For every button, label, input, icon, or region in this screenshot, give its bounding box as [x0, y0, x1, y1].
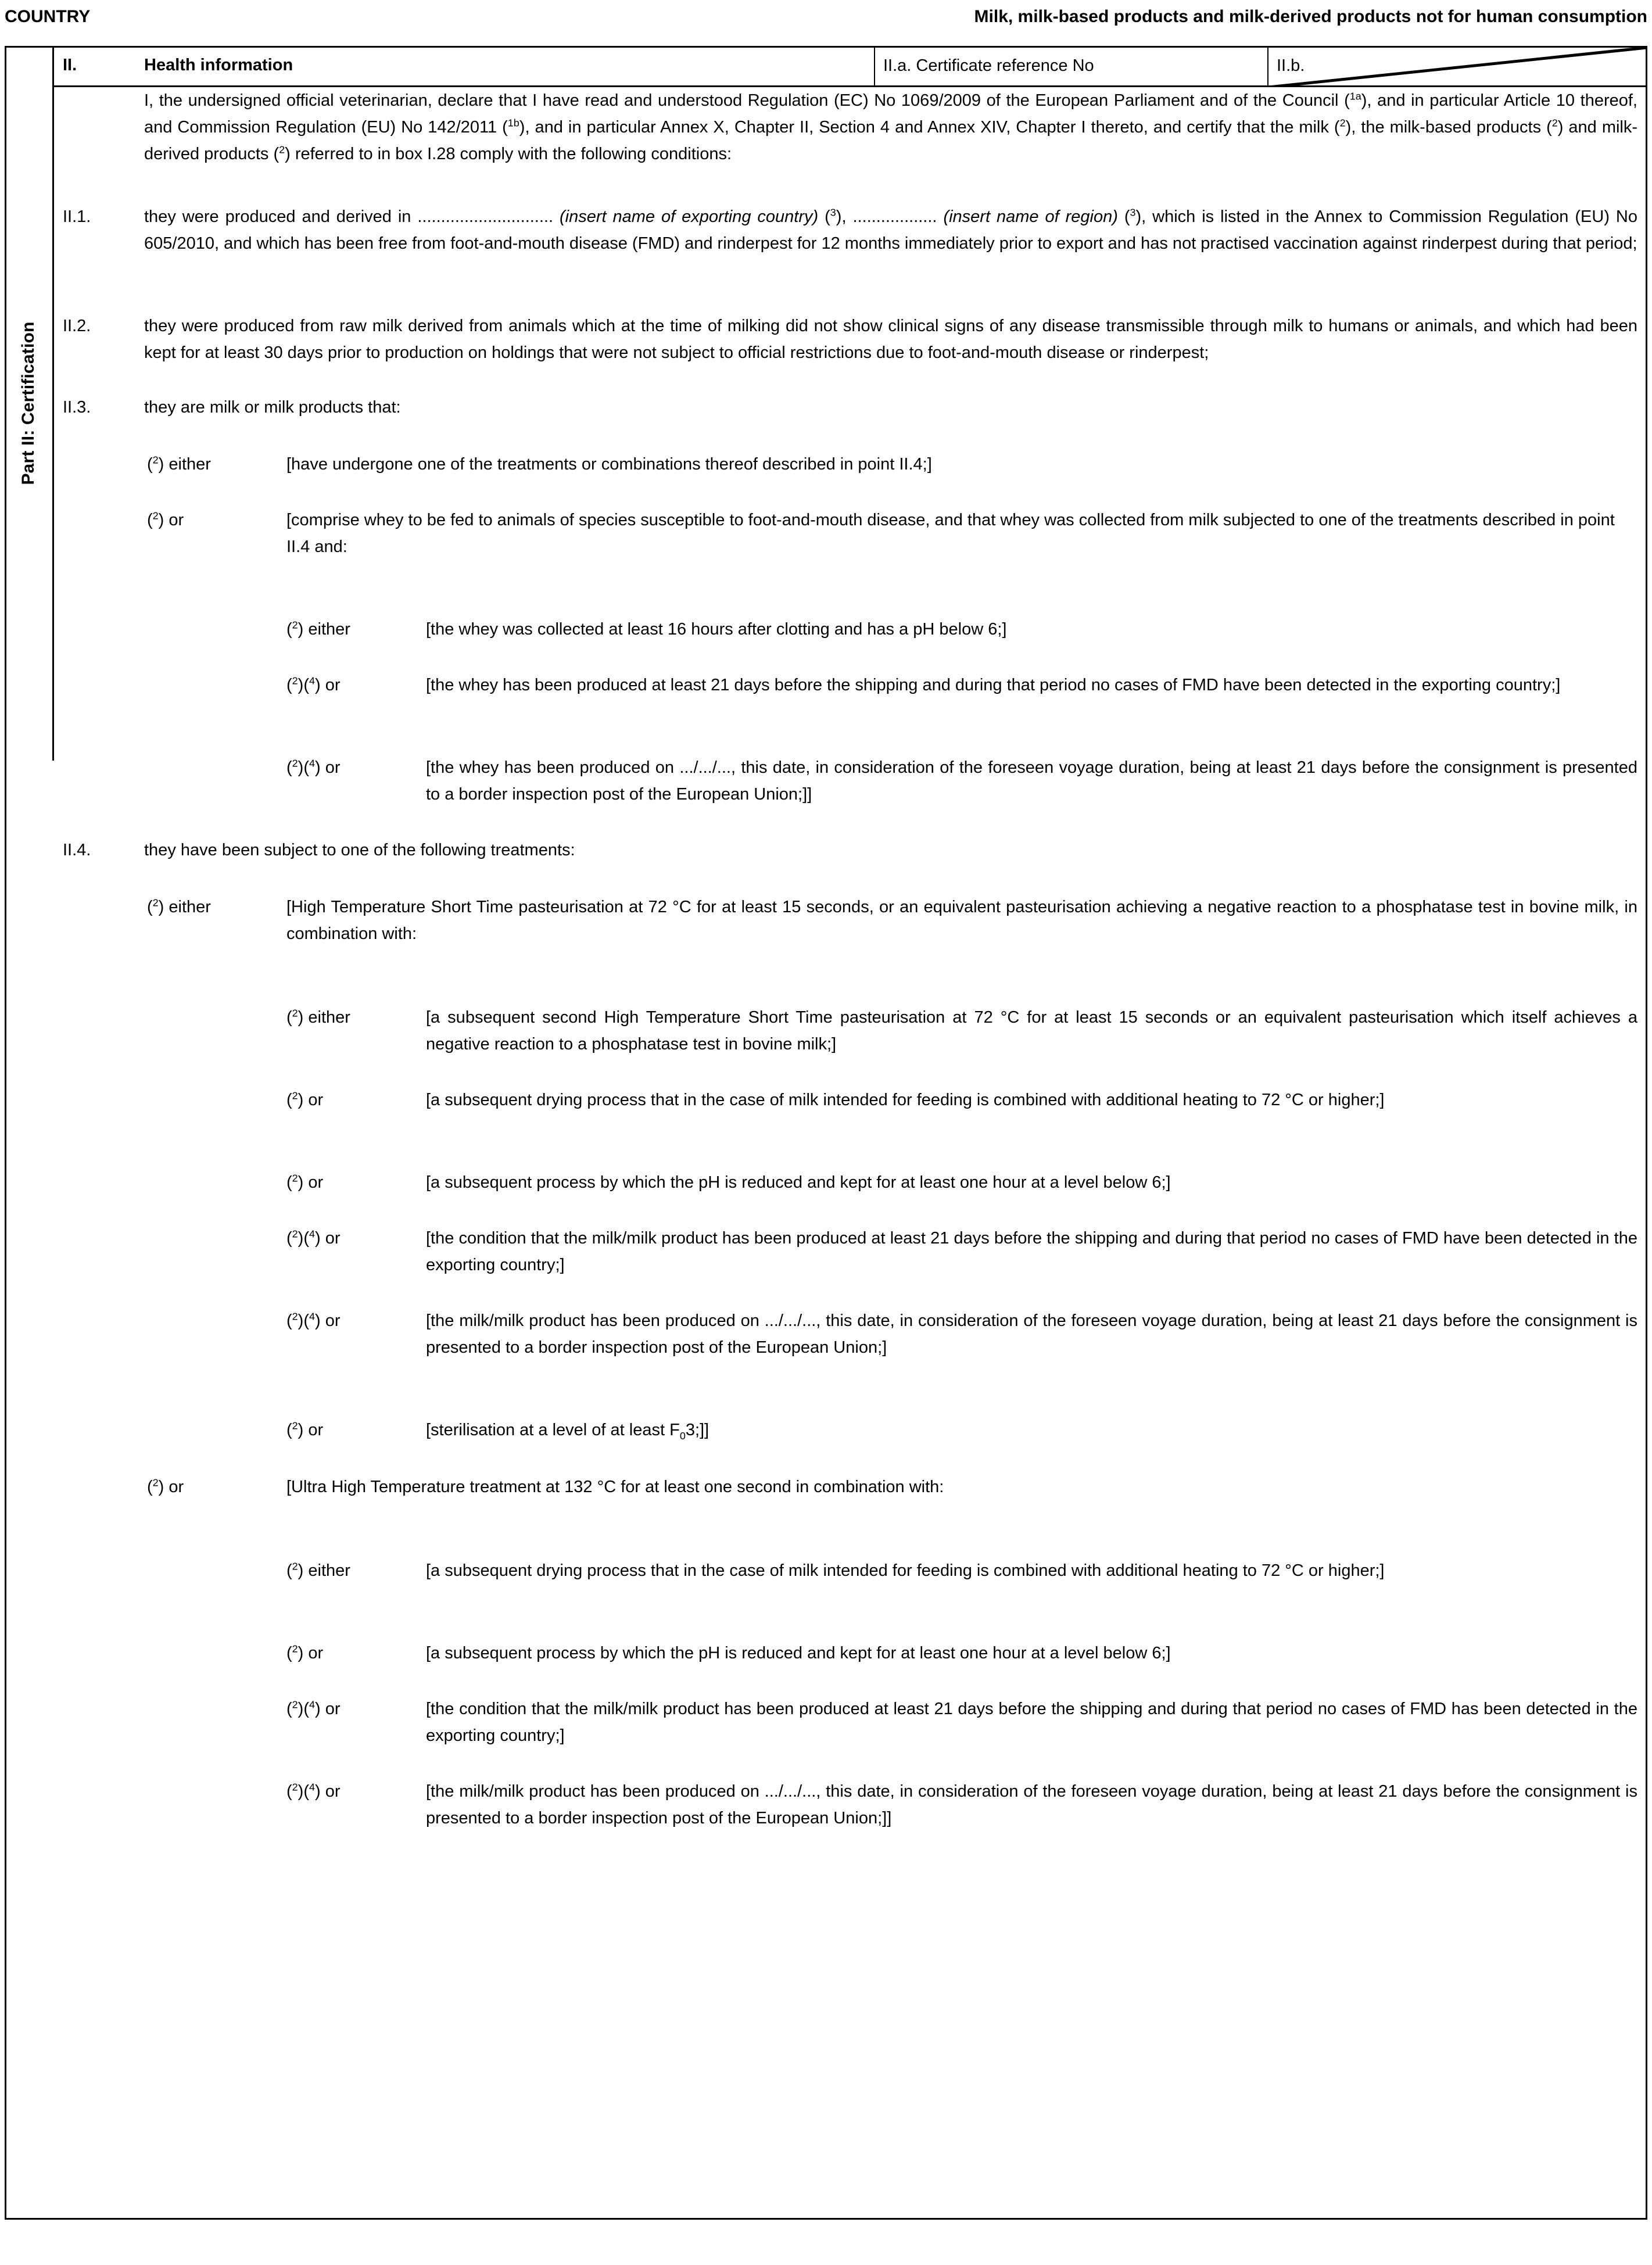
clause-marker: ($^2$) or	[147, 510, 184, 529]
clause-ii-4-either-or2	[54, 1169, 1646, 1196]
clause-ii-3-or-or2	[54, 754, 1646, 808]
clause-text: [a subsequent drying process that in the case of milk intended for feeding is combined with additional heating to 72 °C or higher;]	[426, 1091, 1385, 1109]
clause-ii-2	[54, 313, 1646, 366]
section-number: II.	[63, 56, 77, 74]
clause-ii-4-either	[54, 894, 1646, 947]
country-label: COUNTRY	[5, 7, 91, 26]
certificate-reference-cell	[874, 48, 1267, 87]
health-information-header-row	[54, 48, 1646, 87]
clause-text: [the whey has been produced on .../.../..., this date, in consideration of the foreseen voyage duration, being at least 21 days before the consignment is presented to a border inspection post of the European Union;]]	[426, 758, 1637, 804]
clause-text: [the condition that the milk/milk product has been produced at least 21 days before the shipping and during that period no cases of FMD have been detected in the exporting country;]	[426, 1229, 1637, 1274]
clause-text: [the milk/milk product has been produced on .../.../..., this date, in consideration of the foreseen voyage duration, being at least 21 days before the consignment is presented to a border inspection post of the European Union;]]	[426, 1782, 1637, 1827]
clause-text: [sterilisation at a level of at least $F_03$;]]	[426, 1421, 709, 1442]
part-ii-rail	[5, 46, 54, 761]
clause-text: [a subsequent drying process that in the case of milk intended for feeding is combined with additional heating to 72 °C or higher;]	[426, 1561, 1385, 1580]
part-ii-certification-label: Part II: Certification	[19, 321, 38, 485]
document-title: Milk, milk-based products and milk-derived products not for human consumption	[974, 7, 1647, 26]
clause-marker: ($^2$) or	[147, 1476, 184, 1496]
clause-marker: II.2.	[63, 317, 91, 335]
clause-text: [High Temperature Short Time pasteurisation at 72 °C for at least 15 seconds, or an equivalent pasteurisation achieving a negative reaction to a phosphatase test in bovine milk, in combination with:	[286, 898, 1637, 943]
clause-intro	[54, 87, 1646, 167]
clause-ii-4-or-either	[54, 1557, 1646, 1584]
iib-label: II.b.	[1277, 56, 1305, 75]
clause-marker: II.3.	[63, 398, 91, 417]
clause-ii-4-or	[54, 1474, 1646, 1500]
clause-ii-4-either-or5	[54, 1417, 1646, 1443]
clause-ii-3-or-or1	[54, 672, 1646, 698]
clause-marker: ($^2$) or	[286, 1643, 324, 1662]
certificate-frame	[5, 46, 1647, 2220]
section-title: Health information	[144, 56, 293, 74]
diagonal-strike-icon	[1268, 48, 1646, 87]
clause-text: [comprise whey to be fed to animals of species susceptible to foot-and-mouth disease, and that whey was collected from milk subjected to one of the treatments described in point II.4 and:	[286, 511, 1615, 556]
clause-marker: II.4.	[63, 841, 91, 859]
clause-ii-1	[54, 203, 1646, 257]
clause-text: [the whey has been produced at least 21 days before the shipping and during that period no cases of FMD have been detected in the exporting country;]	[426, 676, 1561, 694]
iib-cell	[1267, 48, 1646, 87]
clause-marker: ($^2$) or	[286, 1420, 324, 1439]
clause-text: they are milk or milk products that:	[144, 398, 401, 417]
clause-text: [a subsequent second High Temperature Short Time pasteurisation at 72 °C for at least 15 seconds or an equivalent pasteurisation which itself achieves a negative reaction to a phosphatase test in bovine milk;]	[426, 1008, 1637, 1053]
clause-ii-4	[54, 837, 1646, 863]
clause-ii-4-either-or4	[54, 1307, 1646, 1361]
clause-ii-4-or-or1	[54, 1640, 1646, 1667]
clause-marker: ($^2$)($^4$) or	[286, 1781, 341, 1801]
clause-ii-3-or-either	[54, 616, 1646, 643]
clause-marker: ($^2$)($^4$) or	[286, 1228, 341, 1248]
clause-text: [a subsequent process by which the pH is reduced and kept for at least one hour at a level below 6;]	[426, 1644, 1171, 1662]
clause-marker: ($^2$)($^4$) or	[286, 1698, 341, 1718]
clause-marker: II.1.	[63, 207, 91, 226]
clause-ii-4-either-or1	[54, 1087, 1646, 1113]
clause-ii-3-or	[54, 507, 1646, 560]
clause-marker: ($^2$) or	[286, 1172, 324, 1192]
clause-text: [the milk/milk product has been produced on .../.../..., this date, in consideration of the foreseen voyage duration, being at least 21 days before the consignment is presented to a border inspection post of the European Union;]	[426, 1311, 1637, 1357]
clause-marker: ($^2$)($^4$) or	[286, 1310, 341, 1330]
clause-text: [have undergone one of the treatments or combinations thereof described in point II.4;]	[286, 455, 932, 474]
clause-ii-4-or-or2	[54, 1696, 1646, 1749]
clause-marker: ($^2$) either	[286, 1560, 350, 1580]
clause-text: [Ultra High Temperature treatment at 132 °C for at least one second in combination with:	[286, 1478, 944, 1496]
clause-marker: ($^2$)($^4$) or	[286, 675, 341, 694]
clause-ii-4-either-or3	[54, 1225, 1646, 1278]
clause-text: [the condition that the milk/milk product has been produced at least 21 days before the shipping and during that period no cases of FMD has been detected in the exporting country;]	[426, 1700, 1637, 1745]
clause-marker: ($^2$) or	[286, 1090, 324, 1109]
clause-text: they were produced and derived in ............................. (insert name of exporting country) ($^3$), .................. (insert name of region) ($^3$), which is listed in the Annex to Commission Regulation (EU) No 605/2010, and which has been free from foot-and-mouth disease (FMD) and rinderpest for 12 months immediately prior to export and has not practised vaccination against rinderpest during that period;	[144, 206, 1638, 253]
clause-marker: ($^2$) either	[147, 897, 211, 916]
clause-marker: ($^2$) either	[147, 454, 211, 474]
clause-ii-3	[54, 394, 1646, 421]
clause-text: they were produced from raw milk derived from animals which at the time of milking did not show clinical signs of any disease transmissible through milk to humans or animals, and which had been kept for at least 30 days prior to production on holdings that were not subject to official restrictions due to foot-and-mouth disease or rinderpest;	[144, 317, 1637, 362]
running-head	[0, 7, 1652, 37]
clause-marker: ($^2$) either	[286, 1007, 350, 1027]
clause-marker: ($^2$) either	[286, 619, 350, 639]
clause-ii-4-or-or3	[54, 1778, 1646, 1832]
clause-text: I, the undersigned official veterinarian, declare that I have read and understood Regulation (EC) No 1069/2009 of the European Parliament and of the Council ($^{1a}$), and in particular Article 10 thereof, and Commission Regulation (EU) No 142/2011 ($^{1b}$), and in particular Annex X, Chapter II, Section 4 and Annex XIV, Chapter I thereto, and certify that the milk ($^2$), the milk-based products ($^2$) and milk-derived products ($^2$) referred to in box I.28 comply with the following conditions:	[144, 90, 1638, 163]
clause-ii-4-either-either	[54, 1004, 1646, 1058]
clause-marker: ($^2$)($^4$) or	[286, 757, 341, 777]
clause-text: they have been subject to one of the following treatments:	[144, 841, 575, 859]
clause-ii-3-either	[54, 451, 1646, 478]
certificate-reference-label: II.a. Certificate reference No	[883, 56, 1094, 75]
clause-text: [a subsequent process by which the pH is reduced and kept for at least one hour at a level below 6;]	[426, 1173, 1171, 1192]
clause-text: [the whey was collected at least 16 hours after clotting and has a pH below 6;]	[426, 620, 1007, 639]
